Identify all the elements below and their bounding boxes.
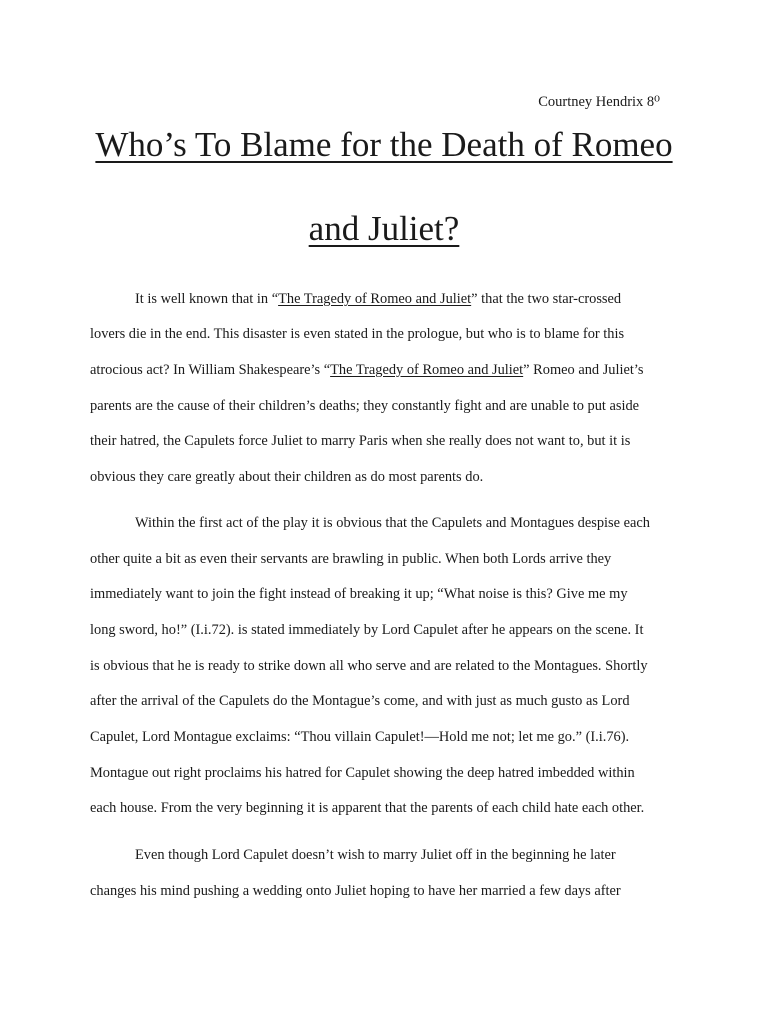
paragraph-1-line-1: It is well known that in “The Tragedy of Romeo and Juliet” that the two star-crossed — [135, 291, 622, 307]
paragraph-1-line-6: obvious they care greatly about their children as do most parents do. — [90, 469, 484, 485]
paragraph-2-line-6: after the arrival of the Capulets do the Montague’s come, and with just as much gusto as Lord — [90, 693, 630, 709]
paragraph-2-line-1: Within the first act of the play it is obvious that the Capulets and Montagues despise each — [135, 515, 650, 531]
paragraph-1-line-5: their hatred, the Capulets force Juliet to marry Paris when she really does not want to, but it is — [90, 433, 631, 449]
paragraph-1-line-2: lovers die in the end. This disaster is even stated in the prologue, but who is to blame for this — [90, 326, 625, 342]
author-header: Courtney Hendrix 8⁰ — [538, 94, 660, 110]
paragraph-2-line-3: immediately want to join the fight instead of breaking it up; “What noise is this? Give me my — [90, 586, 628, 602]
play-title-underlined: The Tragedy of Romeo and Juliet — [330, 362, 524, 378]
essay-title-line-2: and Juliet? — [308, 209, 460, 248]
paragraph-2-line-8: Montague out right proclaims his hatred for Capulet showing the deep hatred imbedded within — [90, 765, 635, 781]
play-title-underlined: The Tragedy of Romeo and Juliet — [278, 291, 472, 307]
paragraph-1-line-3: atrocious act? In William Shakespeare’s “The Tragedy of Romeo and Juliet” Romeo and Juliet’s — [90, 362, 644, 378]
paragraph-3-line-1: Even though Lord Capulet doesn’t wish to marry Juliet off in the beginning he later — [135, 847, 616, 863]
paragraph-2-line-2: other quite a bit as even their servants are brawling in public. When both Lords arrive they — [90, 551, 612, 567]
paragraph-2-line-9: each house. From the very beginning it is apparent that the parents of each child hate each other. — [90, 800, 645, 816]
paragraph-3-line-2: changes his mind pushing a wedding onto Juliet hoping to have her married a few days after — [90, 883, 621, 899]
paragraph-2-line-5: is obvious that he is ready to strike down all who serve and are related to the Montagues. Shortly — [90, 658, 648, 674]
paragraph-2-line-4: long sword, ho!” (I.i.72). is stated immediately by Lord Capulet after he appears on the scene. It — [90, 622, 644, 638]
essay-title-line-1: Who’s To Blame for the Death of Romeo — [95, 125, 673, 164]
paragraph-1-line-4: parents are the cause of their children’s deaths; they constantly fight and are unable to put aside — [90, 398, 640, 414]
paragraph-2-line-7: Capulet, Lord Montague exclaims: “Thou villain Capulet!—Hold me not; let me go.” (I.i.76). — [90, 729, 630, 745]
